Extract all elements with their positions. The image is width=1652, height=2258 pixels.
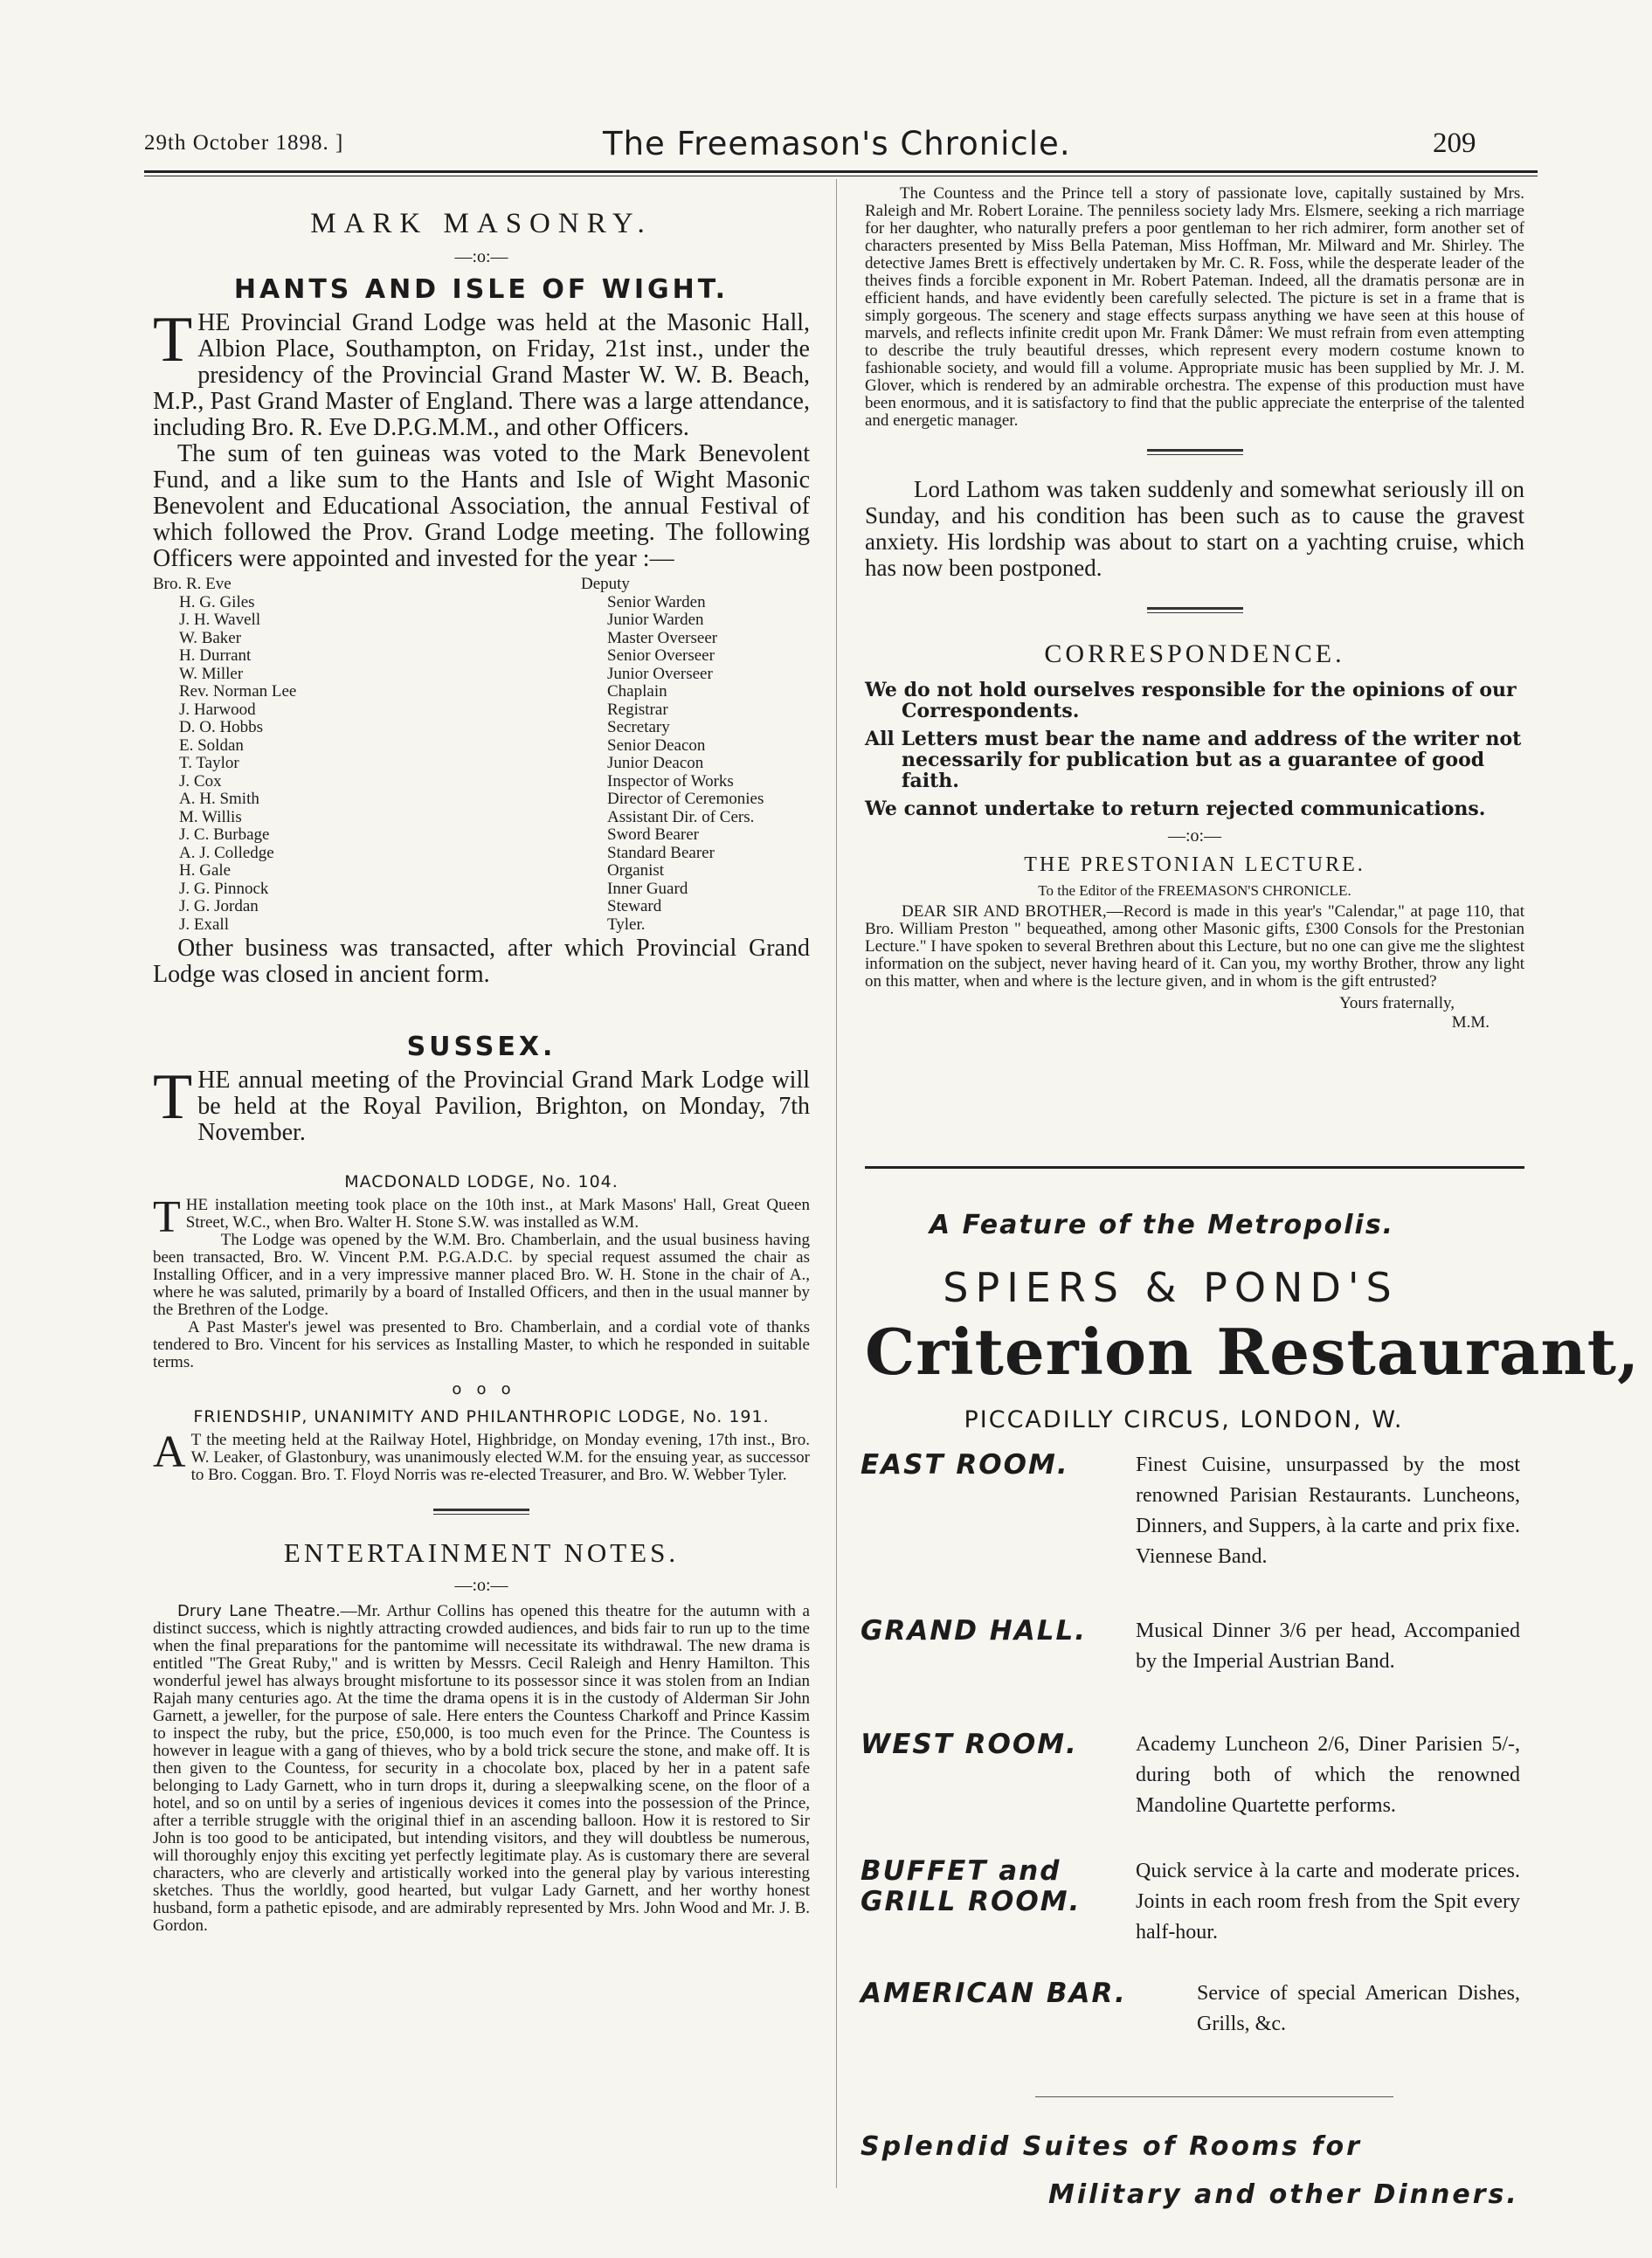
room-name: GRAND HALL. (861, 1615, 1087, 1647)
officer-office: Assistant Dir. of Cers. (607, 807, 755, 826)
officer-row (153, 701, 810, 720)
room-description: Service of special American Dishes, Grills, &c. (1197, 1982, 1520, 2035)
drop-cap: T (153, 1192, 181, 1242)
officer-name: T. Taylor (179, 754, 239, 772)
correspondence-note-3: We cannot undertake to return rejected communications. (865, 798, 1486, 820)
officer-row (153, 880, 810, 899)
separator: —:o:— (454, 247, 508, 266)
macdonald-paragraph-2: The Lodge was opened by the W.M. Bro. Chamberlain, and the usual business having been transacted, Bro. W. Vincent P.M. P.G.A.D.C. by special request assumed the chair as Installing Officer, and in a very impressive manner placed Bro. W. H. Stone in the chair of A., where he was saluted, primarily by a board of Installed Officers, and then in the usual manner by the Brethren of the Lodge. (153, 1231, 810, 1319)
officer-row (153, 773, 810, 791)
macdonald-paragraph-3: A Past Master's jewel was presented to Bro. Chamberlain, and a cordial vote of thanks tendered to Bro. Vincent for his services as Installing Master, to which he responded in suitable terms. (153, 1318, 810, 1371)
room-name: EAST ROOM. (861, 1449, 1069, 1481)
advert-restaurant-name: Criterion Restaurant, (865, 1315, 1641, 1389)
advert-address: PICCADILLY CIRCUS, LONDON, W. (964, 1406, 1404, 1433)
officer-name: A. H. Smith (179, 790, 259, 808)
advert-bottom-rule (1035, 2096, 1393, 2097)
correspondence-title: CORRESPONDENCE. (1044, 639, 1345, 668)
room-name: AMERICAN BAR. (861, 1978, 1127, 2009)
drop-cap: A (153, 1427, 186, 1477)
officer-office: Chaplain (607, 682, 667, 701)
officer-row (153, 791, 810, 809)
drop-cap: T (153, 304, 193, 376)
advert-footer-line-1: Splendid Suites of Rooms for (861, 2131, 1362, 2162)
officer-name: D. O. Hobbs (179, 718, 264, 736)
sussex-paragraph: THE annual meeting of the Provincial Grand Mark Lodge will be held at the Royal Pavilion, Brighton, on Monday, 7th November. (153, 1061, 810, 1146)
officer-name: J. H. Wavell (179, 611, 261, 629)
entertainment-title: ENTERTAINMENT NOTES. (283, 1537, 680, 1568)
room-description: Finest Cuisine, unsurpassed by the most renowned Parisian Restaurants. Luncheons, Dinners, and Suppers, à la carte and prix fixe. Viennese Band. (1136, 1454, 1520, 1568)
officer-row (153, 576, 810, 594)
officer-office: Inner Guard (607, 879, 688, 898)
friendship-heading: FRIENDSHIP, UNANIMITY AND PHILANTHROPIC LODGE, No. 191. (193, 1407, 770, 1426)
letter-closing: Yours fraternally, (1339, 994, 1455, 1012)
macdonald-paragraph-1: THE installation meeting took place on the 10th inst., at Mark Masons' Hall, Great Queen Street, W.C., when Bro. Walter H. Stone S.W. was installed as W.M. (153, 1192, 810, 1242)
officer-office: Director of Ceremonies (607, 790, 764, 808)
officer-row (153, 737, 810, 756)
officer-office: Sword Bearer (607, 825, 699, 844)
officer-row (153, 683, 810, 701)
issue-date: 29th October 1898. ] (144, 131, 344, 155)
officer-office: Registrar (607, 700, 668, 719)
section-break (865, 449, 1524, 455)
officer-row (153, 755, 810, 773)
officer-row (153, 611, 810, 630)
officer-office: Junior Warden (607, 611, 704, 629)
officer-row (153, 719, 810, 737)
officer-office: Deputy (581, 575, 630, 593)
ornament-dots: o o o (452, 1380, 511, 1398)
officer-row (153, 916, 810, 935)
officer-name: J. G. Pinnock (179, 879, 269, 898)
room-description: Academy Luncheon 2/6, Diner Parisien 5/-, during both of which the renowned Mandoline Quartette performs. (1136, 1733, 1520, 1817)
officer-row (153, 594, 810, 612)
officer-row (153, 826, 810, 845)
advert-brand: SPIERS & POND'S (943, 1264, 1399, 1311)
officer-office: Master Overseer (607, 628, 718, 647)
officer-name: W. Baker (179, 628, 242, 647)
officer-name: Bro. R. Eve (153, 575, 232, 593)
officer-name: Rev. Norman Lee (179, 682, 297, 701)
hants-heading: HANTS AND ISLE OF WIGHT. (233, 274, 729, 305)
hants-paragraph-3: Other business was transacted, after which Provincial Grand Lodge was closed in ancient form. (153, 935, 810, 988)
officer-office: Senior Deacon (607, 735, 706, 755)
mark-masonry-title: MARK MASONRY. (310, 208, 653, 239)
officer-name: J. Cox (179, 771, 222, 791)
room-description: Musical Dinner 3/6 per head, Accompanied by the Imperial Austrian Band. (1136, 1619, 1520, 1673)
officer-office: Organist (607, 861, 665, 880)
correspondence-note-1: We do not hold ourselves responsible for the opinions of our Correspondents. (865, 679, 1517, 722)
entertainment-paragraph-2: The Countess and the Prince tell a story of passionate love, capitally sustained by Mrs. Raleigh and Mr. Robert Loraine. The penniless society lady Mrs. Elsmere, seeking a rich marriage for her daughter, who naturally prefers a poor gentleman to her rich admirer, form another set of characters presented by Miss Bella Pateman, Miss Hoffman, Mr. Milward and Mr. Shirley. The detective James Brett is effectively undertaken by Mr. C. R. Foss, while the desperate leader of the theives finds a forcible exponent in Mr. Robert Pateman. Indeed, all the dramatis personæ are in efficient hands, and have evidently been carefully selected. The picture is set in a frame that is simply gorgeous. The scenery and stage effects surpass anything we have seen at this house of marvels, and reflects infinite credit upon Mr. Frank Dåmer: We must refrain from even attempting to describe the truly beautiful dresses, which represent every modern costume known to fashionable society, and would fill a volume. Appropriate music has been supplied by Mr. J. M. Glover, which is rendered by an admirable orchestra. The expense of this production must have been enormous, and it is satisfactory to find that the public appreciate the enterprise of the talented and energetic manager. (865, 184, 1524, 430)
officer-name: E. Soldan (179, 735, 244, 755)
officer-office: Inspector of Works (607, 771, 734, 791)
officer-row (153, 845, 810, 863)
section-break (153, 1509, 810, 1515)
drop-cap: T (153, 1061, 193, 1133)
officer-name: H. Gale (179, 861, 232, 880)
column-divider (836, 179, 837, 2188)
room-name: BUFFET and GRILL ROOM. (861, 1855, 1082, 1917)
correspondence-note-2: All Letters must bear the name and address of the writer not necessarily for publication but as a guarantee of good faith. (865, 728, 1522, 792)
officer-row (153, 630, 810, 648)
officer-office: Senior Warden (607, 592, 706, 611)
officer-row (153, 809, 810, 827)
sussex-heading: SUSSEX. (406, 1032, 556, 1062)
lathom-paragraph: Lord Lathom was taken suddenly and somewhat seriously ill on Sunday, and his condition has been such as to cause the gravest anxiety. His lordship was about to start on a yachting cruise, which has now been postponed. (865, 476, 1524, 581)
officer-office: Tyler. (607, 915, 646, 934)
officer-row (153, 862, 810, 880)
officer-office: Senior Overseer (607, 646, 715, 665)
right-column (865, 185, 1524, 1032)
officer-office: Junior Overseer (607, 664, 713, 683)
separator: —:o:— (454, 1576, 508, 1595)
officer-office: Steward (607, 897, 662, 915)
officer-name: H. G. Giles (179, 592, 255, 611)
page-number: 209 (1433, 128, 1476, 159)
officers-list (153, 576, 810, 934)
room-name: WEST ROOM. (861, 1729, 1078, 1760)
officer-name: J. C. Burbage (179, 825, 270, 844)
officer-name: J. Harwood (179, 700, 256, 719)
advert-top-rule (865, 1166, 1524, 1169)
letter-signature: M.M. (1451, 1013, 1490, 1032)
prestonian-letter: DEAR SIR AND BROTHER,—Record is made in this year's "Calendar," at page 110, that Bro. William Preston " bequeathed, among other Masonic gifts, £300 Consols for the Prestonian Lecture." I have spoken to several Brethren about this Lecture, but no one can give me the slightest information on the subject, never having heard of it. Can you, my worthy Brother, throw any light on this matter, when and where is the lecture given, and in whom is the gift entrusted? (865, 902, 1524, 991)
officer-office: Junior Deacon (607, 754, 704, 772)
advert-feature-line: A Feature of the Metropolis. (929, 1210, 1395, 1240)
officer-row (153, 647, 810, 666)
header-rule (144, 170, 1538, 173)
officer-name: H. Durrant (179, 646, 252, 665)
officer-name: W. Miller (179, 664, 244, 683)
officer-row (153, 666, 810, 684)
officer-row (153, 898, 810, 916)
officer-name: J. G. Jordan (179, 897, 259, 915)
room-description: Quick service à la carte and moderate prices. Joints in each room fresh from the Spit every half-hour. (1136, 1860, 1520, 1944)
hants-paragraph-1: THE Provincial Grand Lodge was held at the Masonic Hall, Albion Place, Southampton, on Friday, 21st inst., under the presidency of the Provincial Grand Master W. W. B. Beach, M.P., Past Grand Master of England. There was a large attendance, including Bro. R. Eve D.P.G.M.M., and other Officers. (153, 304, 810, 441)
friendship-paragraph: A T the meeting held at the Railway Hotel, Highbridge, on Monday evening, 17th inst., Bro. W. Leaker, of Glastonbury, was unanimously elected W.M. for the ensuing year, as successor to Bro. Coggan. Bro. T. Floyd Norris was re-elected Treasurer, and Bro. W. Webber Tyler. (153, 1427, 810, 1484)
officer-name: J. Exall (179, 915, 229, 934)
hants-paragraph-2: The sum of ten guineas was voted to the Mark Benevolent Fund, and a like sum to the Hants and Isle of Wight Masonic Benevolent and Educational Association, the annual Festival of which followed the Prov. Grand Lodge meeting. The following Officers were appointed and invested for the year :— (153, 440, 810, 572)
officer-name: A. J. Colledge (179, 843, 274, 862)
officer-office: Standard Bearer (607, 843, 715, 862)
section-break (865, 607, 1524, 613)
drury-lane-lead: Drury Lane Theatre. (177, 1602, 341, 1620)
to-the-editor: To the Editor of the FREEMASON'S CHRONICLE. (1038, 882, 1351, 899)
masthead-title: The Freemason's Chronicle. (603, 125, 1071, 162)
prestonian-title: THE PRESTONIAN LECTURE. (1024, 853, 1365, 876)
entertainment-paragraph-1: Drury Lane Theatre.—Mr. Arthur Collins has opened this theatre for the autumn with a distinct success, which is nightly attracting crowded audiences, and bids fair to run up to the time when the final preparations for the pantomime will necessitate its withdrawal. The new drama is entitled "The Great Ruby," and is written by Messrs. Cecil Raleigh and Henry Hamilton. This wonderful jewel has always brought misfortune to its possessor since it was stolen from an Indian Rajah many centuries ago. At the time the drama opens it is in the custody of Alderman Sir John Garnett, a jeweller, for the purpose of sale. Here enters the Countess Charkoff and Prince Kassim to inspect the ruby, but the price, £50,000, is too much even for the Prince. The Countess is however in league with a gang of thieves, who by a bold trick secure the stone, and make off. It is then given to the Countess, for security in a chocolate box, placed by her in a patent safe belonging to Lady Garnett, who in turn drops it, during a sleepwalking scene, on the floor of a hotel, and so on until by a series of ingenious devices it comes into the possession of the Prince, after a terrible struggle with the original thief in an ascending balloon. How it is restored to Sir John is too good to be anticipated, but intending visitors, and they will doubtless be numerous, will thoroughly enjoy this exciting yet perfectly legitimate play. As is customary there are several characters, who are cleverly and artistically worked into the general play by various interesting sketches. Thus the worldly, good hearted, but vulgar Lady Garnett, and her worthy honest husband, form a pathetic episode, and are admirably represented by Mrs. John Wood and Mr. J. B. Gordon. (153, 1602, 810, 1935)
macdonald-heading: MACDONALD LODGE, No. 104. (344, 1172, 619, 1191)
advert-footer-line-2: Military and other Dinners. (1048, 2179, 1519, 2210)
officer-office: Secretary (607, 718, 670, 736)
left-column (153, 208, 810, 1935)
separator: —:o:— (1167, 826, 1222, 846)
officer-name: M. Willis (179, 807, 242, 826)
